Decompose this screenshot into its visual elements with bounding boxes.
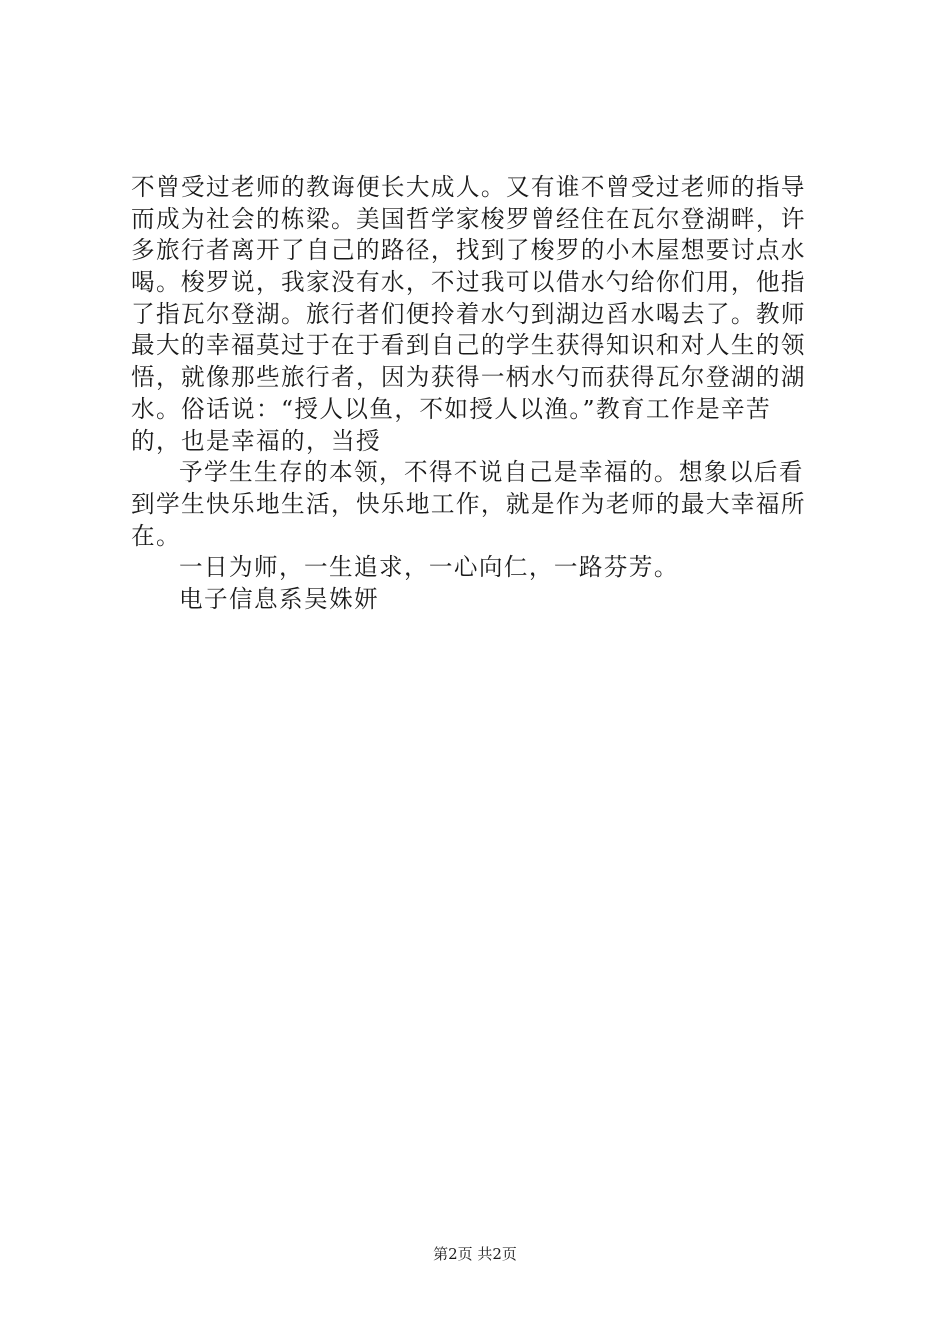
text-line: 在。 [131, 521, 181, 550]
text-line: 喝。梭罗说，我家没有水，不过我可以借水勺给你们用，他指 [131, 268, 806, 297]
text-line: 到学生快乐地生活，快乐地工作，就是作为老师的最大幸福所 [131, 489, 806, 518]
text-line: 了指瓦尔登湖。旅行者们便拎着水勺到湖边舀水喝去了。教师 [131, 299, 806, 328]
text-line: 而成为社会的栋梁。美国哲学家梭罗曾经住在瓦尔登湖畔，许 [131, 204, 806, 233]
text-line: 水。俗话说：“授人以鱼，不如授人以渔。”教育工作是辛苦 [131, 394, 771, 423]
text-line: 最大的幸福莫过于在于看到自己的学生获得知识和对人生的领 [131, 331, 806, 360]
text-line: 予学生生存的本领，不得不说自己是幸福的。想象以后看 [179, 458, 804, 487]
text-line: 的，也是幸福的，当授 [131, 426, 381, 455]
page-number: 第2页 共2页 [433, 1245, 517, 1263]
body-text [131, 172, 831, 616]
text-line: 不曾受过老师的教诲便长大成人。又有谁不曾受过老师的指导 [131, 173, 806, 201]
paragraph-2 [131, 457, 831, 552]
text-line: 多旅行者离开了自己的路径，找到了梭罗的小木屋想要讨点水 [131, 236, 806, 265]
paragraph-3: 一日为师，一生追求，一心向仁，一路芬芳。 [179, 553, 679, 582]
signature: 电子信息系吴姝妍 [179, 584, 379, 613]
text-line: 悟，就像那些旅行者，因为获得一柄水勺而获得瓦尔登湖的湖 [131, 363, 806, 392]
paragraph-1 [131, 172, 831, 457]
